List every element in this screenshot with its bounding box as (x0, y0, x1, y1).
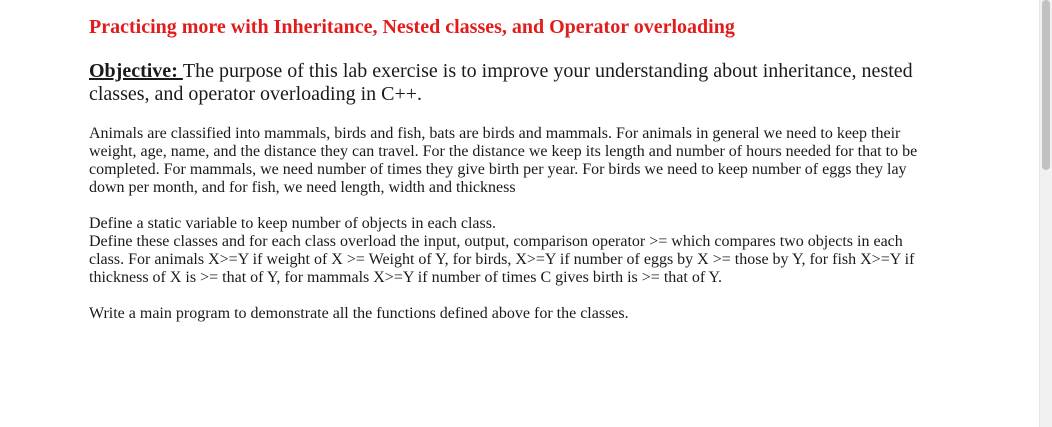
document-title: Practicing more with Inheritance, Nested classes, and Operator overloading (89, 16, 735, 38)
objective-label: Objective: (89, 60, 183, 82)
objective-paragraph (89, 60, 929, 106)
document-page (89, 14, 989, 323)
paragraph-spacer (89, 197, 989, 215)
description-paragraph: Animals are classified into mammals, birds and fish, bats are birds and mammals. For animals in general we need to keep their weight, age, name, and the distance they can travel. For the distance we keep its length and number of hours needed for that to be completed. For mammals, we need number of times they give birth per year. For birds we need to keep number of eggs they lay down per month, and for fish, we need length, width and thickness (89, 125, 918, 196)
paragraph-spacer (89, 287, 989, 305)
vertical-scrollbar[interactable] (1039, 0, 1052, 427)
scrollbar-thumb[interactable] (1042, 0, 1050, 170)
main-program-instruction: Write a main program to demonstrate all the functions defined above for the classes. (89, 305, 629, 322)
operator-overload-instruction: Define these classes and for each class overload the input, output, comparison operator >= which compares two objects in each class. For animals X>=Y if weight of X >= Weight of Y, for birds, X>=Y if number of eggs by X >= those by Y, for fish X>=Y if thickness of X is >= that of Y, for mammals X>=Y if number of times C gives birth is >= that of Y. (89, 233, 915, 286)
static-variable-instruction: Define a static variable to keep number of objects in each class. (89, 215, 496, 232)
objective-text: The purpose of this lab exercise is to improve your understanding about inheritance, nested classes, and operator overloading in C++. (89, 60, 913, 105)
